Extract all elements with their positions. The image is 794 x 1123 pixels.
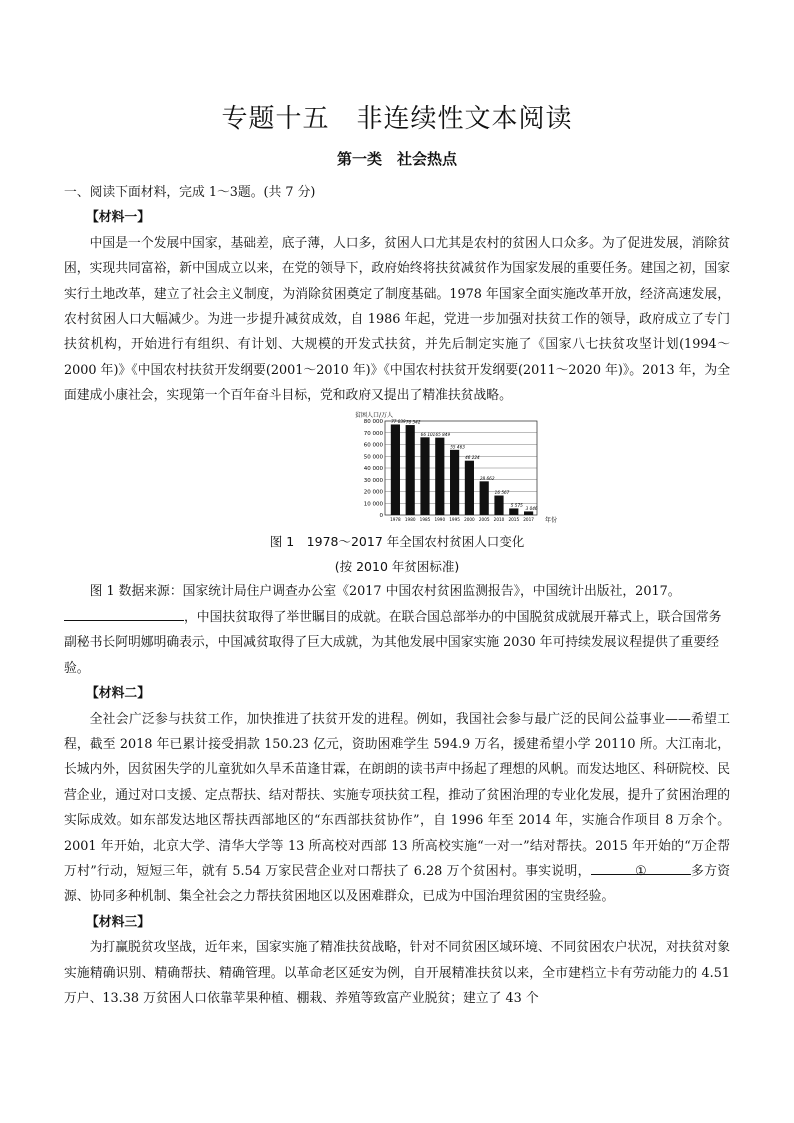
bar-1990 bbox=[435, 437, 444, 514]
material-1-paragraph-2 bbox=[64, 605, 730, 681]
x-tick-label: 1980 bbox=[404, 516, 416, 522]
data-label: 76 542 bbox=[405, 419, 421, 425]
page-title: 专题十五 非连续性文本阅读 bbox=[221, 104, 573, 134]
data-label: 16 567 bbox=[494, 489, 510, 495]
material-2-text-b: 多方资源、协同多种机制、集全社会之力帮扶贫困地区以及困难群众，已成为中国治理贫困的宝贵经验。 bbox=[64, 863, 731, 905]
y-tick-label: 20 000 bbox=[363, 489, 383, 496]
y-tick-label: 70 000 bbox=[363, 430, 383, 437]
material-3-paragraph: 为打赢脱贫攻坚战，近年来，国家实施了精准扶贫战略，针对不同贫困区域环境、不同贫困农户状况，对扶贫对象实施精确识别、精确帮扶、精确管理。以革命老区延安为例，自开展精准扶贫以来，全市建档立卡有劳动能力的 4.51 万户、13.38 万贫困人口依靠苹果种植、棚栽、养殖等致富产业脱贫；建立了 43 个 bbox=[64, 940, 730, 1006]
bar-1985 bbox=[420, 437, 429, 515]
bar-1978 bbox=[391, 424, 400, 515]
bar-2000 bbox=[465, 460, 474, 514]
data-label: 66 101 bbox=[420, 431, 436, 437]
x-tick-label: 1995 bbox=[449, 516, 460, 522]
y-axis-label: 贫困人口/万人 bbox=[355, 411, 394, 419]
x-tick-label: 2005 bbox=[478, 516, 490, 522]
fill-in-blank[interactable] bbox=[64, 605, 184, 621]
material-2-heading: 【材料二】 bbox=[86, 686, 150, 702]
material-1-heading: 【材料一】 bbox=[86, 210, 150, 226]
x-tick-label: 2015 bbox=[508, 516, 520, 522]
y-tick-label: 0 bbox=[379, 512, 383, 519]
y-tick-label: 30 000 bbox=[363, 477, 383, 484]
bar-1995 bbox=[450, 449, 459, 514]
section-subtitle: 第一类 社会热点 bbox=[336, 150, 457, 168]
data-label: 5 575 bbox=[510, 502, 523, 508]
material-2-text-a: 全社会广泛参与扶贫工作，加快推进了扶贫开发的进程。例如，我国社会参与最广泛的民间公益事业——希望工程，截至 2018 年已累计接受捐款 150.23 亿元，资助困难学生 594.9 万名，援建希望小学 20110 所。大江南北，长城内外，因贫困失学的儿童犹如久旱禾苗逢甘霖，在朗朗的读书声中扬起了理想的风帆。而发达地区、科研院校、民营企业，通过对口支援、定点帮扶、结对帮扶、实施专项扶贫工程，推动了贫困治理的专业化发展，提升了贫困治理的实际成效。如东部发达地区帮扶西部地区的“东西部扶贫协作”，自 1996 年至 2014 年，实施合作项目 8 万余个。2001 年开始，北京大学、清华大学等 13 所高校对西部 13 所高校实施“一对一”结对帮扶。2015 年开始的“万企帮万村”行动，短短三年，就有 5.54 万家民营企业对口帮扶了 6.28 万个贫困村。事实说明， bbox=[64, 711, 730, 879]
data-label: 77 039 bbox=[391, 418, 406, 424]
material-1-paragraph: 中国是一个发展中国家，基础差，底子薄，人口多，贫困人口尤其是农村的贫困人口众多。为了促进发展，消除贫困，实现共同富裕，新中国成立以来，在党的领导下，政府始终将扶贫减贫作为国家发展的重要任务。建国之初，国家实行土地改革，建立了社会主义制度，为消除贫困奠定了制度基础。1978 年国家全面实施改革开放，经济高速发展，农村贫困人口大幅减少。为进一步提升减贫成效，自 1986 年起，党进一步加强对扶贫工作的领导，政府成立了专门扶贫机构，开始进行有组织、有计划、大规模的开发式扶贫，并先后制定实施了《国家八七扶贫攻坚计划(1994～2000 年)》《中国农村扶贫开发纲要(2001～2010 年)》《中国农村扶贫开发纲要(2011～2020 年)》。2013 年，为全面建成小康社会，实现第一个百年奋斗目标，党和政府又提出了精准扶贫战略。 bbox=[64, 235, 730, 404]
bar-2010 bbox=[494, 495, 503, 514]
x-axis-label: 年份 bbox=[545, 516, 558, 524]
data-label: 65 849 bbox=[435, 431, 451, 437]
y-tick-label: 50 000 bbox=[363, 453, 383, 460]
material-3-heading: 【材料三】 bbox=[86, 914, 150, 930]
x-tick-label: 2010 bbox=[493, 516, 505, 522]
x-tick-label: 2017 bbox=[523, 516, 534, 522]
document-body bbox=[64, 180, 730, 1011]
data-label: 28 662 bbox=[479, 475, 495, 481]
data-label: 55 463 bbox=[450, 443, 465, 449]
data-label: 46 224 bbox=[465, 454, 480, 460]
poverty-chart bbox=[64, 409, 730, 529]
bar-chart bbox=[349, 409, 579, 529]
chart-caption: 图 1 1978～2017 年全国农村贫困人口变化 bbox=[269, 533, 525, 549]
bar-2015 bbox=[509, 508, 518, 515]
chart-source: 图 1 数据来源：国家统计局住户调查办公室《2017 中国农村贫困监测报告》，中国统计出版社，2017。 bbox=[89, 584, 681, 600]
bar-2017 bbox=[524, 511, 533, 515]
data-label: 3 046 bbox=[525, 505, 538, 511]
x-tick-label: 2000 bbox=[464, 516, 475, 522]
material-2-paragraph bbox=[64, 707, 730, 910]
question-instruction: 一、阅读下面材料，完成 1～3题。(共 7 分) bbox=[64, 185, 316, 200]
y-tick-label: 80 000 bbox=[363, 418, 383, 425]
x-tick-label: 1985 bbox=[419, 516, 431, 522]
bar-1980 bbox=[406, 425, 415, 515]
y-tick-label: 10 000 bbox=[363, 500, 383, 507]
bar-2005 bbox=[480, 481, 489, 515]
chart-caption-note: (按 2010 年贫困标准) bbox=[334, 559, 460, 575]
material-1-paragraph-2-text: ，中国扶贫取得了举世瞩目的成就。在联合国总部举办的中国脱贫成就展开幕式上，联合国常务副秘书长阿明娜明确表示，中国减贫取得了巨大成就，为其他发展中国家实施 2030 年可持续发展议程提供了重要经验。 bbox=[64, 609, 722, 676]
y-tick-label: 40 000 bbox=[363, 465, 383, 472]
fill-in-blank-1[interactable]: ① bbox=[591, 859, 691, 875]
y-tick-label: 60 000 bbox=[363, 442, 383, 449]
x-tick-label: 1990 bbox=[434, 516, 446, 522]
x-tick-label: 1978 bbox=[390, 516, 401, 522]
